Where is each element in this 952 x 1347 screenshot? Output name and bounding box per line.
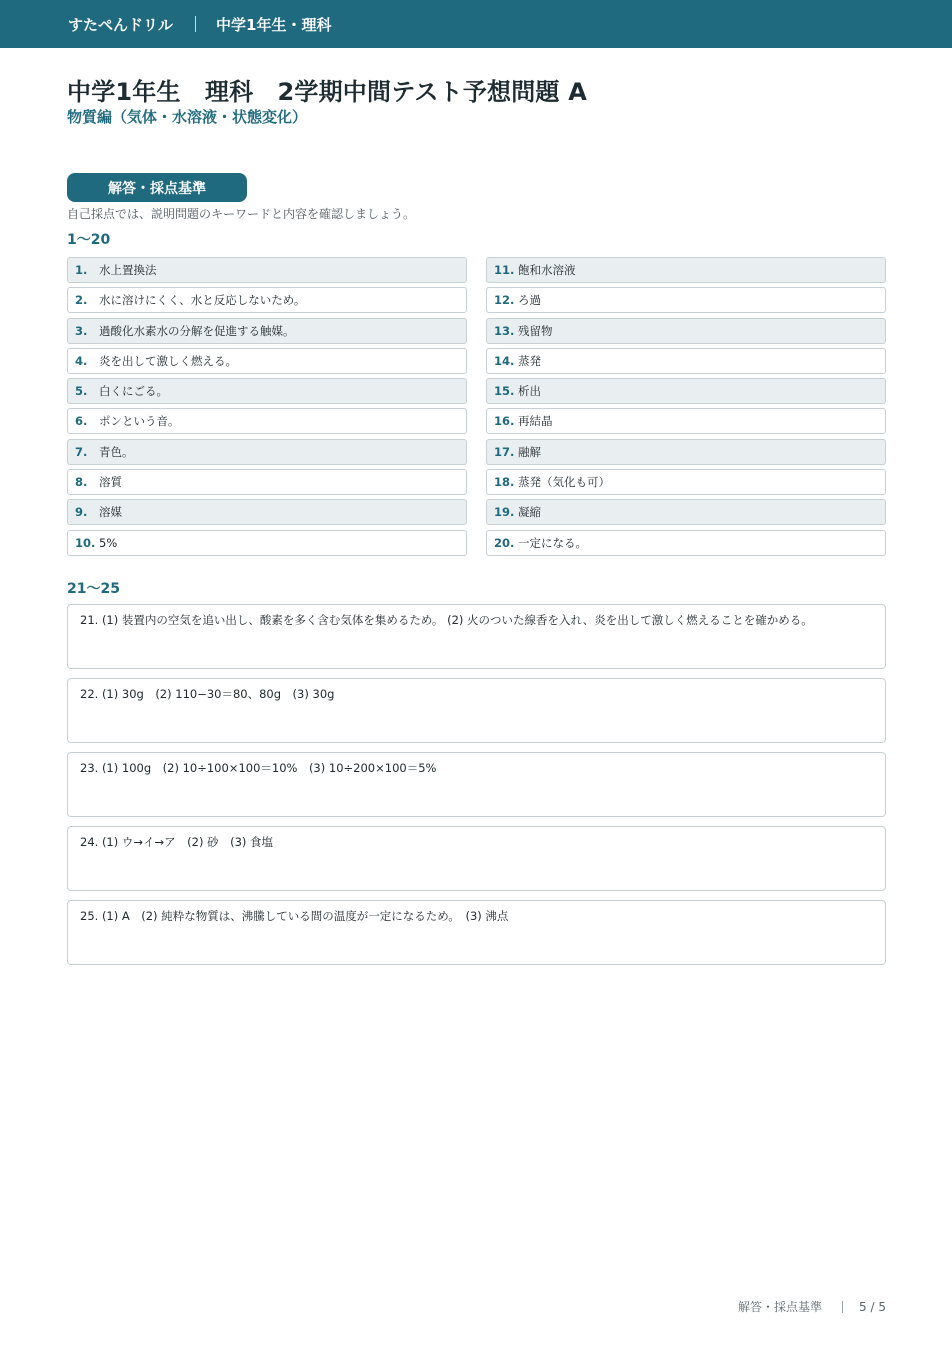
long-answers-label: 21〜25 — [67, 581, 120, 597]
answer-number: 7. — [75, 444, 88, 459]
answer-row — [486, 530, 886, 556]
answer-row — [486, 439, 886, 465]
answer-list-left — [67, 257, 467, 560]
answer-row — [486, 287, 886, 313]
course-label: 中学1年生・理科 — [216, 15, 332, 34]
answer-number: 14. — [494, 353, 515, 368]
answer-text: 5% — [99, 535, 118, 550]
answer-row — [486, 469, 886, 495]
answer-number: 6. — [75, 414, 88, 429]
answer-text: 青色。 — [99, 444, 134, 459]
answer-row — [67, 287, 467, 313]
answer-text: 溶媒 — [99, 505, 122, 520]
long-answer-box: 23. (1) 100g (2) 10÷100×100＝10% (3) 10÷200×100＝5% — [67, 752, 886, 817]
answer-row — [486, 499, 886, 525]
grading-note: 自己採点では、説明問題のキーワードと内容を確認しましょう。 — [67, 207, 416, 221]
short-answers-label: 1〜20 — [67, 232, 111, 248]
answer-row — [486, 348, 886, 374]
answer-text: 残留物 — [518, 323, 553, 338]
answer-number: 1. — [75, 263, 88, 277]
answer-number: 4. — [75, 353, 88, 368]
footer-divider — [842, 1301, 843, 1313]
long-answer-box: 22. (1) 30g (2) 110−30＝80、80g (3) 30g — [67, 678, 886, 743]
answer-text: 一定になる。 — [518, 535, 587, 550]
answer-text: 蒸発（気化も可） — [518, 475, 610, 490]
answer-row — [486, 318, 886, 344]
answer-text: 蒸発 — [518, 353, 541, 368]
answer-row — [486, 378, 886, 404]
long-answer-list — [67, 604, 886, 974]
header-divider — [195, 16, 196, 32]
section-badge: 解答・採点基準 — [67, 173, 247, 202]
answer-row — [67, 499, 467, 525]
page-subtitle: 物質編（気体・水溶液・状態変化） — [67, 108, 308, 126]
page-title: 中学1年生 理科 2学期中間テスト予想問題 A — [67, 78, 587, 106]
answer-text: 飽和水溶液 — [518, 263, 576, 277]
answer-text: 凝縮 — [518, 505, 541, 520]
long-answer-box: 25. (1) A (2) 純粋な物質は、沸騰している間の温度が一定になるため。 (3) 沸点 — [67, 900, 886, 965]
answer-row — [67, 439, 467, 465]
answer-row — [67, 348, 467, 374]
answer-text: 炎を出して激しく燃える。 — [99, 353, 237, 368]
answer-number: 12. — [494, 293, 515, 308]
answer-text: 白くにごる。 — [99, 384, 168, 399]
answer-number: 17. — [494, 444, 515, 459]
answer-number: 2. — [75, 293, 88, 308]
answer-text: 溶質 — [99, 475, 122, 490]
answer-row — [67, 408, 467, 434]
long-answer-box: 24. (1) ウ→イ→ア (2) 砂 (3) 食塩 — [67, 826, 886, 891]
answer-text: ろ過 — [518, 293, 541, 308]
answer-list-right — [486, 257, 886, 560]
page-footer — [738, 1298, 886, 1315]
answer-number: 3. — [75, 323, 88, 338]
answer-number: 9. — [75, 505, 88, 520]
answer-row — [486, 408, 886, 434]
answer-number: 20. — [494, 535, 515, 550]
answer-number: 10. — [75, 535, 96, 550]
answer-row — [67, 318, 467, 344]
answer-text: 過酸化水素水の分解を促進する触媒。 — [99, 323, 295, 338]
answer-text: 水に溶けにくく、水と反応しないため。 — [99, 293, 306, 308]
answer-number: 8. — [75, 475, 88, 490]
page-number: 5 / 5 — [859, 1299, 886, 1314]
answer-row — [486, 257, 886, 283]
answer-number: 16. — [494, 414, 515, 429]
answer-number: 19. — [494, 505, 515, 520]
answer-text: 析出 — [518, 384, 541, 399]
answer-number: 5. — [75, 384, 88, 399]
answer-text: 再結晶 — [518, 414, 553, 429]
brand-name: すたぺんドリル — [68, 15, 174, 34]
answer-text: 水上置換法 — [99, 263, 157, 277]
answer-number: 15. — [494, 384, 515, 399]
answer-row — [67, 257, 467, 283]
answer-text: 融解 — [518, 444, 541, 459]
header-bar — [0, 0, 952, 48]
answer-number: 11. — [494, 263, 515, 277]
answer-row — [67, 378, 467, 404]
footer-section: 解答・採点基準 — [738, 1300, 823, 1314]
answer-row — [67, 530, 467, 556]
answer-number: 13. — [494, 323, 515, 338]
answer-number: 18. — [494, 475, 515, 490]
long-answer-box: 21. (1) 装置内の空気を追い出し、酸素を多く含む気体を集めるため。 (2) 火のついた線香を入れ、炎を出して激しく燃えることを確かめる。 — [67, 604, 886, 669]
answer-text: ポンという音。 — [99, 414, 180, 429]
answer-row — [67, 469, 467, 495]
